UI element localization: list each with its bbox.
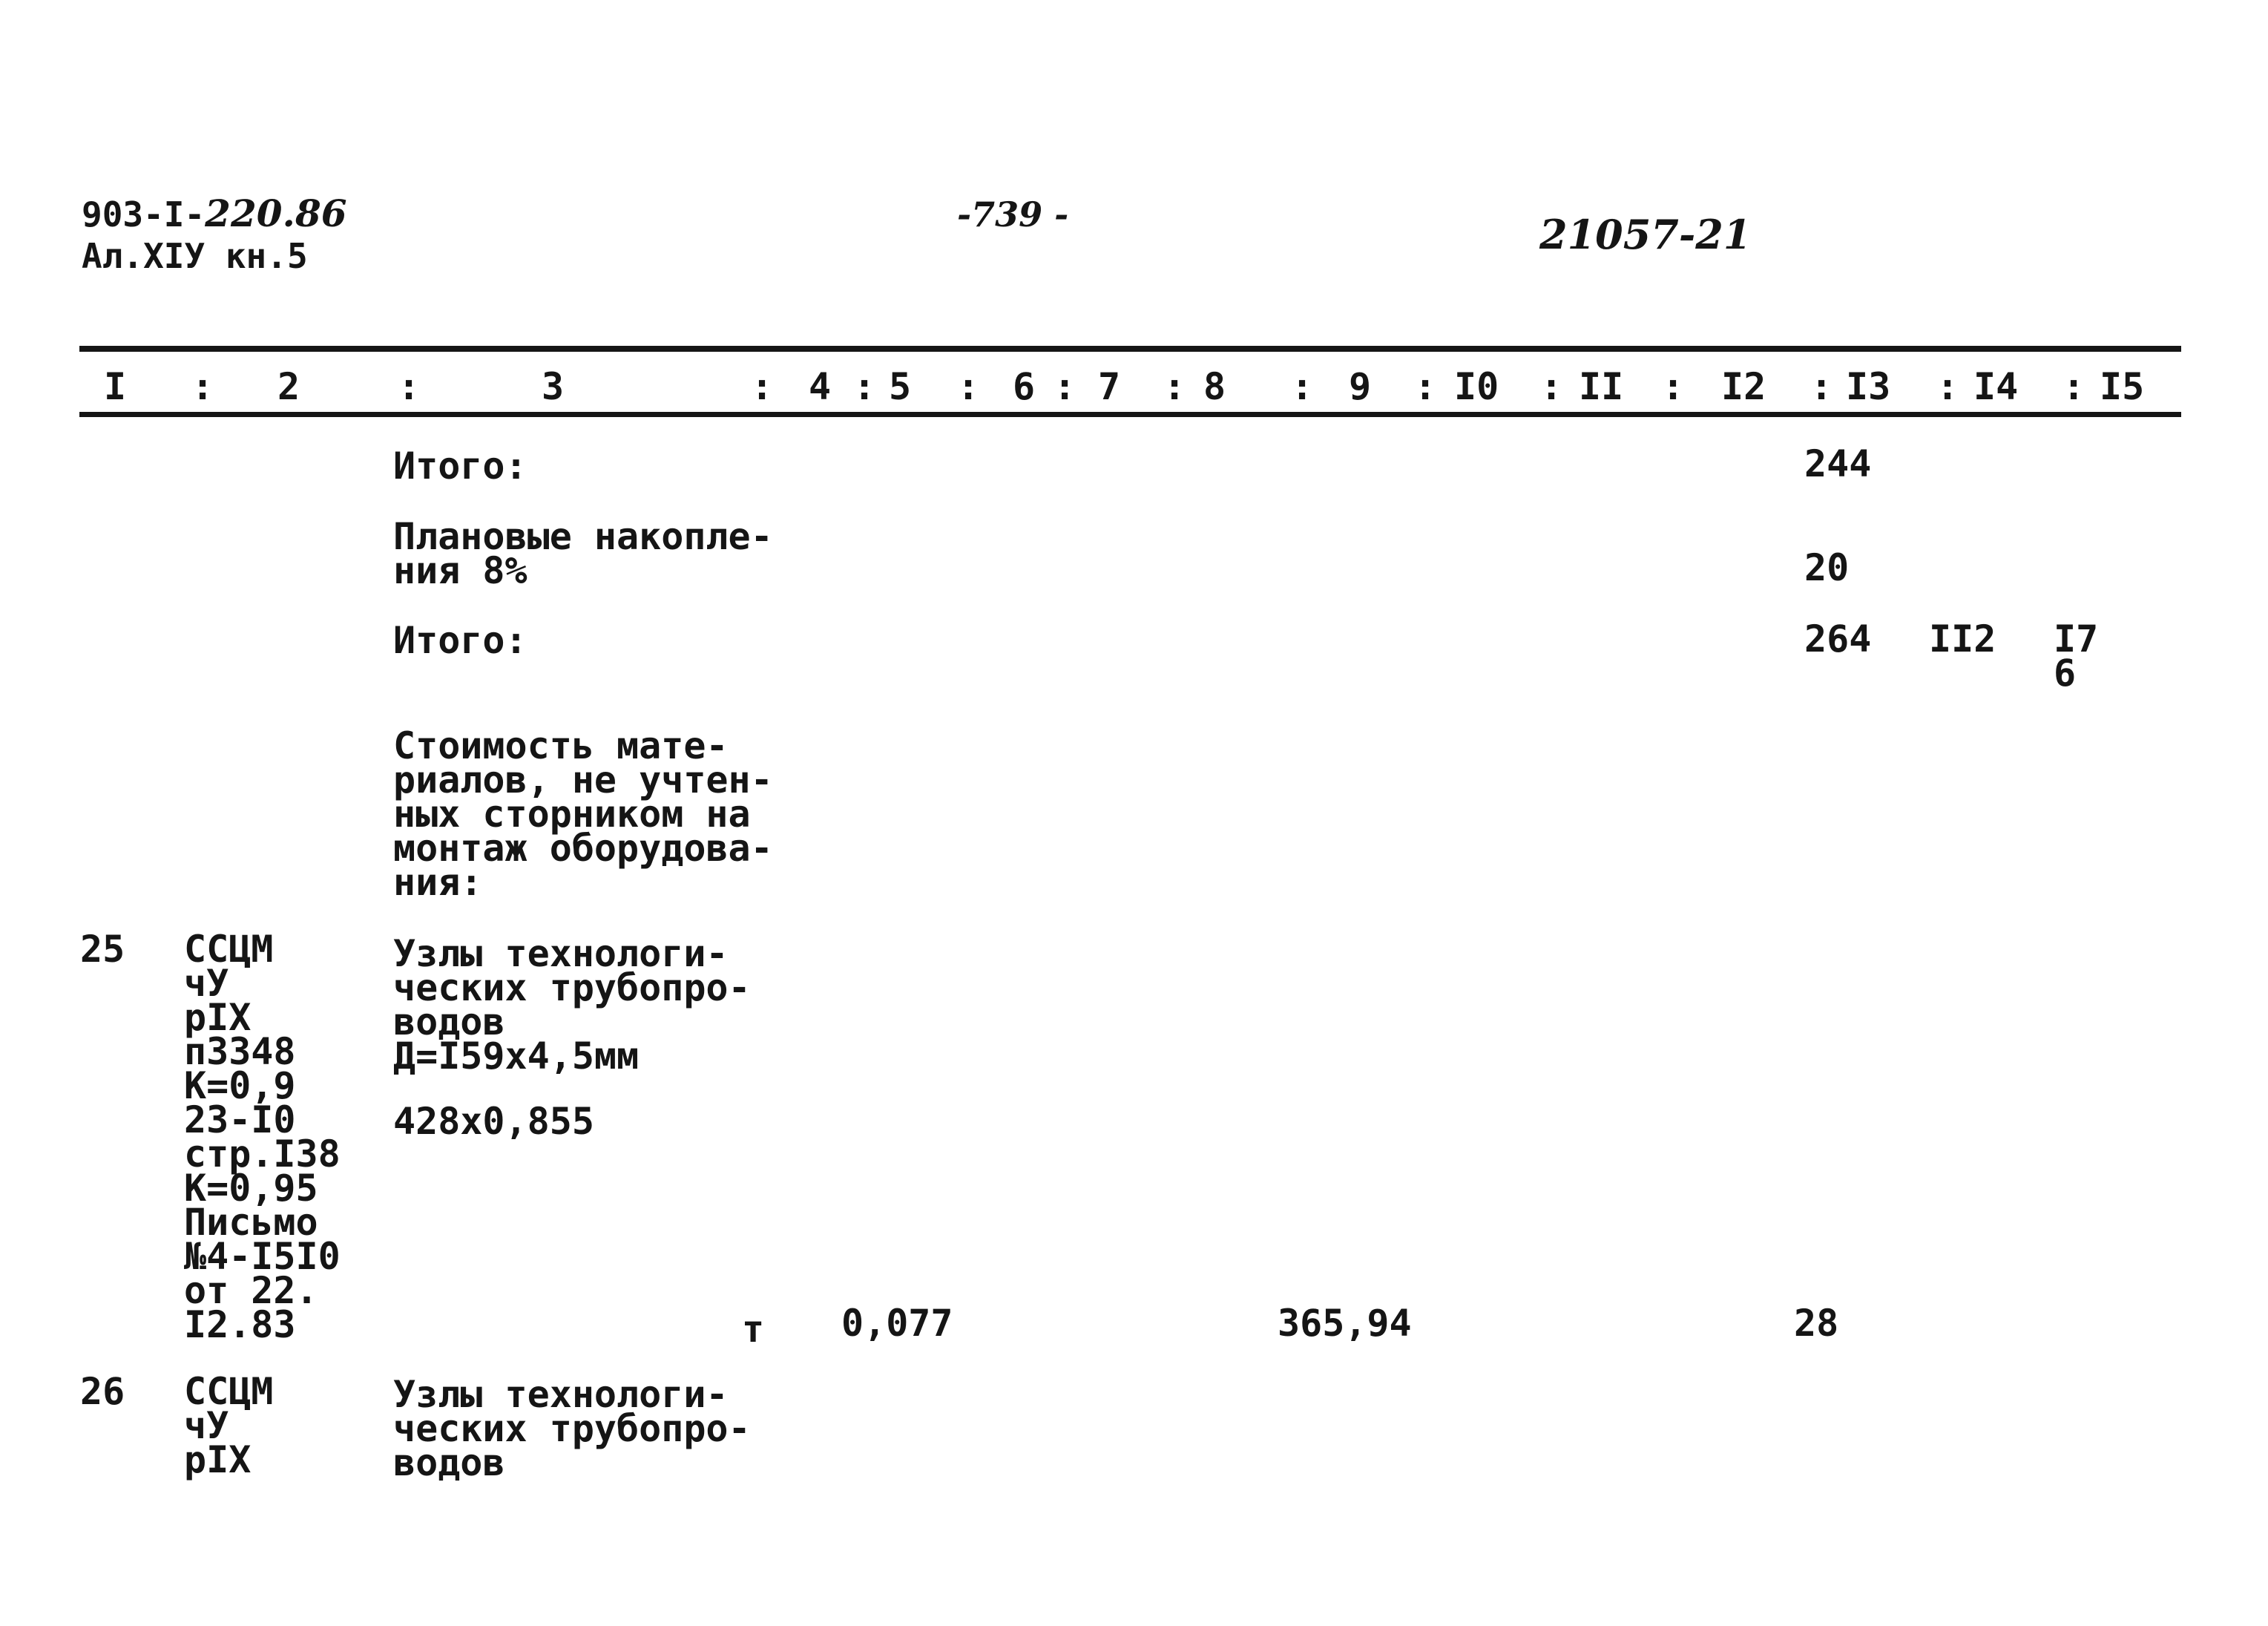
subtotal-label: Итого: xyxy=(393,445,527,488)
column-separator: : xyxy=(1936,365,1959,408)
document-code-handwritten: 220.86 xyxy=(205,191,347,235)
document-code xyxy=(82,191,347,235)
item-25-col13: 28 xyxy=(1794,1302,1839,1345)
column-separator: : xyxy=(398,365,421,408)
item-25-code: ССЦМ чУ pIX п3348 К=0,9 23-I0 стр.I38 К=0,95 Письмо №4-I5I0 от 22. I2.83 xyxy=(184,928,341,1346)
item-25-number: 25 xyxy=(80,928,125,971)
table-top-rule xyxy=(79,346,2181,352)
column-header-3: 3 xyxy=(542,365,565,408)
column-separator: : xyxy=(2062,365,2085,408)
materials-section-label: Стоимость мате- риалов, не учтен- ных сторником на монтаж оборудова- ния: xyxy=(393,724,773,904)
column-separator: : xyxy=(1662,365,1685,408)
column-separator: : xyxy=(1540,365,1563,408)
column-header-row xyxy=(0,365,2268,410)
page-number: -739 - xyxy=(957,194,1069,235)
total-col14: II2 xyxy=(1929,617,1996,660)
project-code: 21057-21 xyxy=(1539,211,1752,258)
column-separator: : xyxy=(1054,365,1077,408)
column-header-5: 5 xyxy=(889,365,912,408)
item-25-calculation: 428х0,855 xyxy=(393,1100,594,1143)
table-header-rule xyxy=(79,412,2181,417)
column-separator: : xyxy=(1163,365,1186,408)
column-header-8: 8 xyxy=(1203,365,1226,408)
item-26-code: ССЦМ чУ pIX xyxy=(184,1370,274,1481)
column-header-10: I0 xyxy=(1454,365,1499,408)
column-header-15: I5 xyxy=(2100,365,2145,408)
planned-savings-label: Плановые накопле- ния 8% xyxy=(393,515,773,592)
total-col13: 264 xyxy=(1804,617,1872,660)
document-code-typed: 903-I- xyxy=(82,194,206,235)
item-25-quantity: 0,077 xyxy=(841,1302,953,1345)
column-header-1: I xyxy=(104,365,127,408)
column-header-9: 9 xyxy=(1349,365,1372,408)
column-header-2: 2 xyxy=(277,365,300,408)
column-separator: : xyxy=(1414,365,1437,408)
column-header-14: I4 xyxy=(1973,365,2019,408)
item-26-description: Узлы технологи- ческих трубопро- водов xyxy=(393,1373,751,1484)
total-label: Итого: xyxy=(393,619,527,662)
column-header-13: I3 xyxy=(1846,365,1891,408)
planned-savings-col13: 20 xyxy=(1804,546,1850,589)
column-separator: : xyxy=(853,365,876,408)
column-separator: : xyxy=(1810,365,1833,408)
subtotal-col13: 244 xyxy=(1804,442,1872,485)
column-header-6: 6 xyxy=(1013,365,1036,408)
column-separator: : xyxy=(191,365,214,408)
column-header-4: 4 xyxy=(809,365,832,408)
column-separator: : xyxy=(751,365,774,408)
column-separator: : xyxy=(957,365,980,408)
item-25-unit-price: 365,94 xyxy=(1278,1302,1412,1345)
item-26-number: 26 xyxy=(80,1370,125,1413)
item-25-unit: т xyxy=(742,1308,765,1351)
item-25-description: Узлы технологи- ческих трубопро- водов Д=I59х4,5мм xyxy=(393,932,751,1078)
column-header-7: 7 xyxy=(1098,365,1121,408)
column-header-12: I2 xyxy=(1721,365,1766,408)
column-header-11: II xyxy=(1579,365,1624,408)
album-reference: Ал.ХIУ кн.5 xyxy=(82,236,308,276)
column-separator: : xyxy=(1291,365,1314,408)
total-col15: I7 6 xyxy=(2054,617,2099,695)
